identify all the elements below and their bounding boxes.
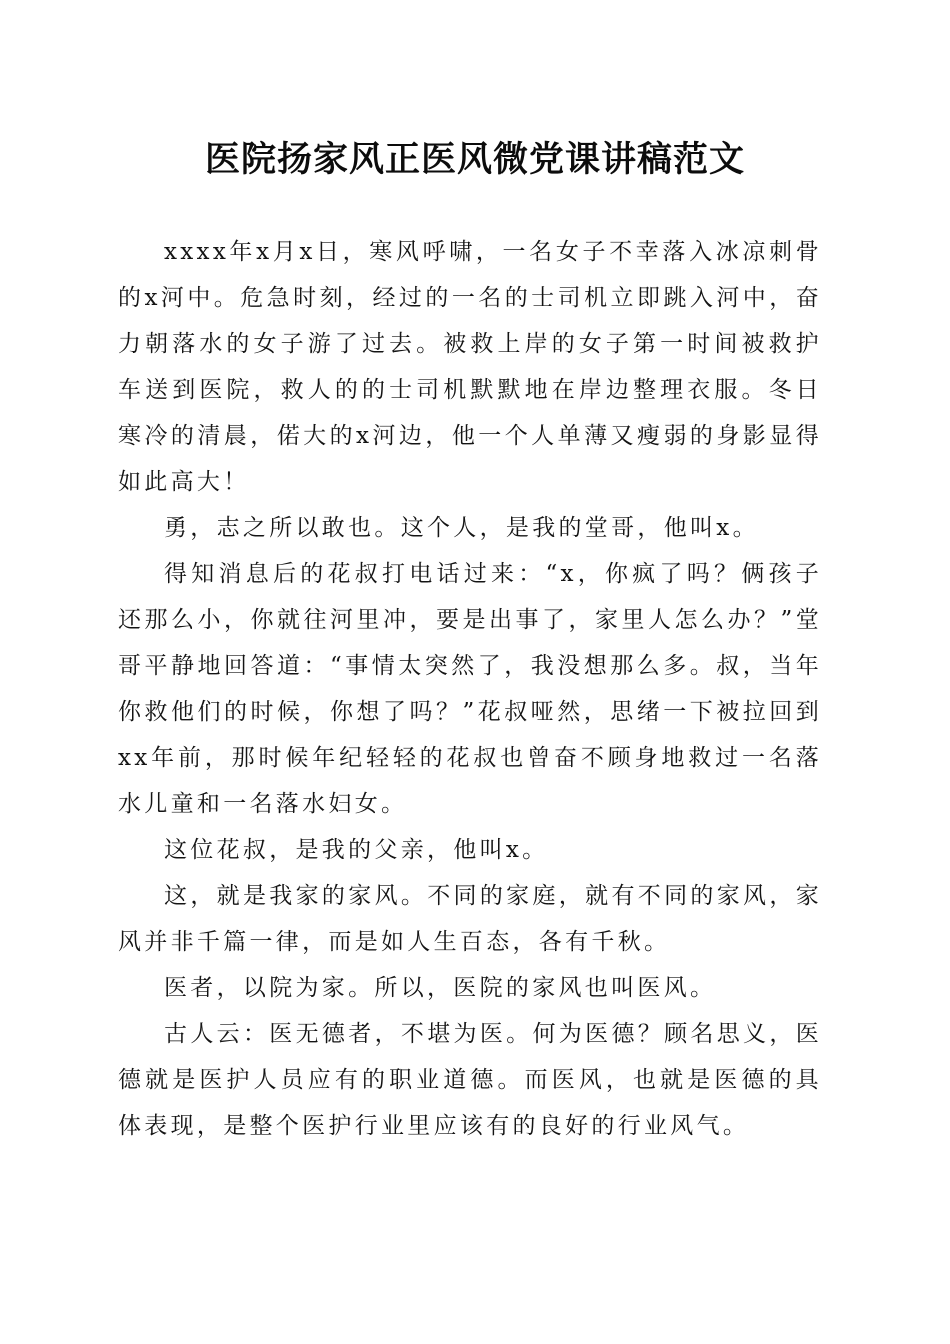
paragraph-father: 这位花叔，是我的父亲，他叫x。 [164,837,549,863]
paragraph-phone-call: 得知消息后的花叔打电话过来：“x，你疯了吗？俩孩子还那么小，你就往河里冲，要是出事了，家里人怎么办？”堂哥平静地回答道：“事情太突然了，我没想那么多。叔，当年你救他们的时候，你想了吗？”花叔哑然，思绪一下被拉回到xx年前，那时候年纪轻轻的花叔也曾奋不顾身地救过一名落水儿童和一名落水妇女。 [118,561,822,817]
paragraph-family-style: 这，就是我家的家风。不同的家庭，就有不同的家风，家风并非千篇一律，而是如人生百态，各有千秋。 [118,883,822,955]
paragraph-medical-ethics: 古人云：医无德者，不堪为医。何为医德？顾名思义，医德就是医护人员应有的职业道德。而医风，也就是医德的具体表现，是整个医护行业里应该有的良好的行业风气。 [118,1021,822,1139]
paragraph-hospital-style: 医者，以院为家。所以，医院的家风也叫医风。 [164,975,717,1001]
document-title: 医院扬家风正医风微党课讲稿范文 [204,139,745,180]
document-body [118,229,822,1149]
paragraph-courage: 勇，志之所以敢也。这个人，是我的堂哥，他叫x。 [164,515,759,541]
paragraph-rescue-story: xxxx年x月x日，寒风呼啸，一名女子不幸落入冰凉刺骨的x河中。危急时刻，经过的一名的士司机立即跳入河中，奋力朝落水的女子游了过去。被救上岸的女子第一时间被救护车送到医院，救人的的士司机默默地在岸边整理衣服。冬日寒冷的清晨，偌大的x河边，他一个人单薄又瘦弱的身影显得如此高大！ [118,239,822,495]
